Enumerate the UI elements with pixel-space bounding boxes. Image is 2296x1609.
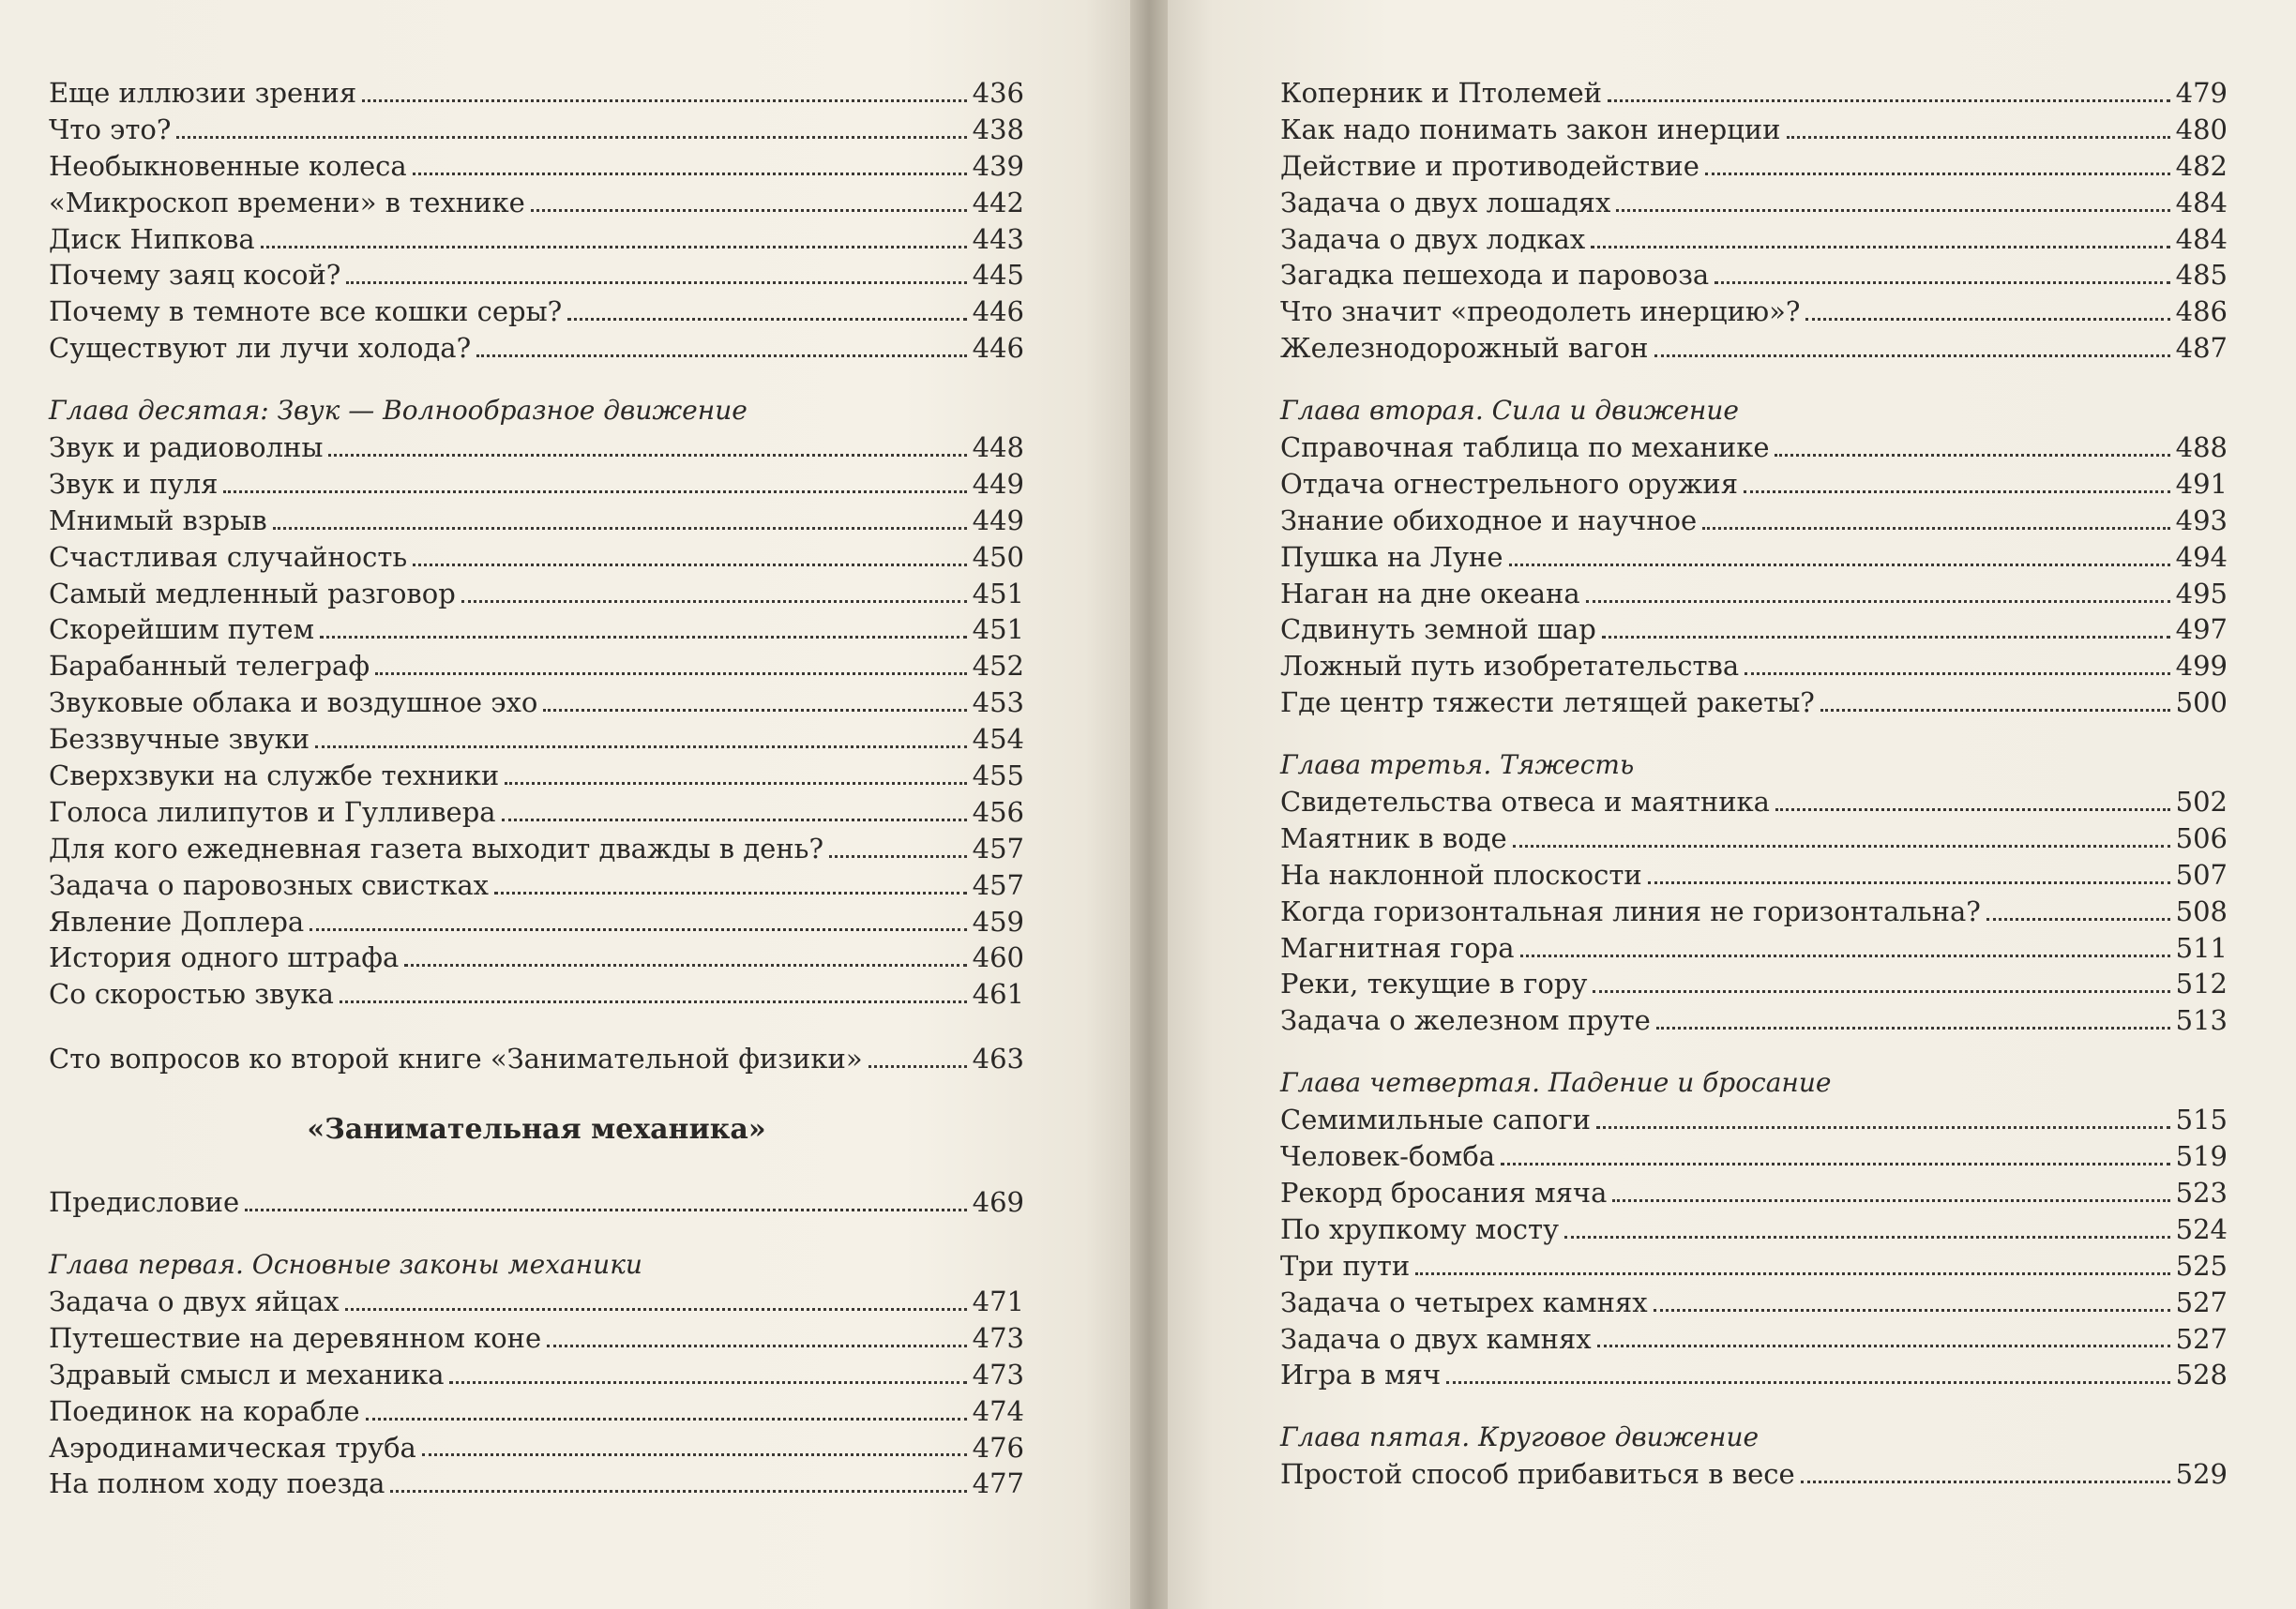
toc-entry-page-number: 486 — [2175, 295, 2228, 328]
dot-leader — [1805, 318, 2169, 321]
right-toc-column — [1280, 75, 2228, 1493]
toc-entry — [49, 112, 1024, 148]
toc-entry-title: Человек-бомба — [1280, 1140, 1496, 1173]
toc-entry — [49, 976, 1024, 1013]
toc-group — [49, 1041, 1024, 1077]
toc-entry-page-number: 487 — [2175, 332, 2228, 365]
toc-entry — [1280, 1138, 2228, 1175]
toc-entry — [1280, 894, 2228, 930]
toc-entry-title: Ложный путь изобретательства — [1280, 650, 1740, 683]
toc-entry — [49, 940, 1024, 976]
toc-entry-title: Наган на дне океана — [1280, 577, 1580, 609]
dot-leader — [1745, 672, 2169, 675]
dot-leader — [1616, 209, 2169, 212]
toc-entry-title: Здравый смысл и механика — [49, 1358, 445, 1391]
toc-entry-title: История одного штрафа — [49, 941, 400, 974]
toc-entry-page-number: 461 — [972, 978, 1024, 1011]
toc-group — [49, 1284, 1024, 1502]
toc-entry-title: На наклонной плоскости — [1280, 858, 1642, 891]
dot-leader — [413, 173, 967, 175]
dot-leader — [366, 1418, 967, 1421]
toc-entry — [49, 1041, 1024, 1077]
toc-entry — [1280, 293, 2228, 330]
toc-entry — [49, 1320, 1024, 1357]
dot-leader — [261, 246, 967, 248]
toc-entry-title: Поединок на корабле — [49, 1394, 360, 1427]
toc-entry — [1280, 684, 2228, 721]
toc-entry-title: Самый медленный разговор — [49, 577, 456, 609]
toc-entry — [1280, 1456, 2228, 1493]
toc-entry — [49, 1357, 1024, 1393]
toc-entry — [49, 1430, 1024, 1466]
toc-entry-page-number: 527 — [2175, 1322, 2228, 1355]
toc-entry-title: Сверхзвуки на службе техники — [49, 759, 500, 792]
toc-entry-title: Семимильные сапоги — [1280, 1104, 1591, 1136]
toc-entry-title: Звуковые облака и воздушное эхо — [49, 686, 538, 719]
toc-entry-title: Путешествие на деревянном коне — [49, 1321, 542, 1354]
toc-entry-page-number: 500 — [2175, 686, 2228, 719]
toc-entry-page-number: 446 — [972, 295, 1024, 328]
dot-leader — [1612, 1199, 2169, 1202]
toc-group — [49, 75, 1024, 367]
dot-leader — [390, 1490, 966, 1493]
toc-entry-title: Знание обиходное и научное — [1280, 504, 1698, 536]
toc-entry-page-number: 457 — [972, 868, 1024, 901]
dot-leader — [1446, 1381, 2170, 1384]
toc-entry — [1280, 648, 2228, 684]
dot-leader — [1775, 808, 2170, 811]
toc-entry-title: Рекорд бросания мяча — [1280, 1176, 1608, 1209]
dot-leader — [362, 99, 967, 102]
dot-leader — [494, 892, 967, 895]
toc-entry — [49, 221, 1024, 258]
dot-leader — [1705, 173, 2170, 175]
dot-leader — [1591, 246, 2169, 248]
toc-entry-page-number: 515 — [2175, 1104, 2228, 1136]
chapter-heading: Глава вторая. Сила и движение — [1280, 395, 1739, 427]
toc-entry — [1280, 330, 2228, 367]
toc-entry — [49, 429, 1024, 466]
toc-entry — [49, 148, 1024, 185]
toc-group — [1280, 1102, 2228, 1393]
toc-entry — [49, 611, 1024, 648]
dot-leader — [1787, 136, 2170, 139]
toc-entry-page-number: 459 — [972, 905, 1024, 938]
toc-entry-title: По хрупкому мосту — [1280, 1212, 1560, 1245]
toc-entry — [1280, 257, 2228, 293]
toc-entry-page-number: 450 — [972, 540, 1024, 573]
chapter-heading: Глава пятая. Круговое движение — [1280, 1421, 1760, 1453]
toc-entry-page-number: 443 — [972, 222, 1024, 255]
toc-entry-title: Звук и радиоволны — [49, 431, 324, 464]
toc-entry-title: Скорейшим путем — [49, 613, 315, 646]
toc-entry-page-number: 507 — [2175, 858, 2228, 891]
toc-entry-page-number: 519 — [2175, 1140, 2228, 1173]
toc-entry — [49, 794, 1024, 831]
book-gutter — [1130, 0, 1168, 1609]
toc-entry-page-number: 502 — [2175, 786, 2228, 819]
dot-leader — [340, 1000, 967, 1003]
toc-entry-title: Задача о четырех камнях — [1280, 1286, 1648, 1318]
toc-entry-page-number: 473 — [972, 1358, 1024, 1391]
toc-entry-page-number: 482 — [2175, 149, 2228, 182]
dot-leader — [1415, 1272, 2169, 1275]
toc-entry-title: Задача о двух камнях — [1280, 1322, 1592, 1355]
toc-entry-title: Простой способ прибавиться в весе — [1280, 1458, 1795, 1491]
toc-entry-title: Когда горизонтальная линия не горизонтальна? — [1280, 895, 1981, 927]
toc-entry-page-number: 449 — [972, 504, 1024, 536]
toc-entry-title: Еще иллюзии зрения — [49, 77, 357, 109]
toc-entry-page-number: 456 — [972, 795, 1024, 828]
dot-leader — [176, 136, 966, 139]
dot-leader — [505, 782, 966, 785]
toc-entry-page-number: 455 — [972, 759, 1024, 792]
toc-entry — [49, 293, 1024, 330]
spacer — [49, 1013, 1024, 1041]
toc-entry-title: Железнодорожный вагон — [1280, 332, 1649, 365]
toc-entry-title: Голоса лилипутов и Гулливера — [49, 795, 496, 828]
toc-entry-page-number: 493 — [2175, 504, 2228, 536]
toc-entry-page-number: 473 — [972, 1321, 1024, 1354]
toc-entry — [49, 1466, 1024, 1502]
toc-entry-page-number: 512 — [2175, 968, 2228, 1000]
toc-entry-page-number: 471 — [972, 1285, 1024, 1317]
dot-leader — [1648, 881, 2170, 884]
dot-leader — [320, 636, 967, 639]
toc-entry-title: Что это? — [49, 113, 172, 145]
toc-entry-title: Со скоростью звука — [49, 978, 334, 1011]
dot-leader — [375, 672, 967, 675]
toc-entry-page-number: 463 — [972, 1043, 1024, 1075]
toc-entry-page-number: 488 — [2175, 431, 2228, 464]
dot-leader — [461, 600, 967, 603]
toc-entry-title: На полном ходу поезда — [49, 1467, 385, 1500]
toc-entry-page-number: 479 — [2175, 77, 2228, 109]
toc-entry-page-number: 480 — [2175, 113, 2228, 145]
toc-entry — [49, 330, 1024, 367]
toc-entry-title: Задача о двух лодках — [1280, 222, 1586, 255]
toc-entry-page-number: 525 — [2175, 1249, 2228, 1282]
dot-leader — [1564, 1236, 2170, 1239]
toc-entry-title: Мнимый взрыв — [49, 504, 267, 536]
toc-entry-title: Почему заяц косой? — [49, 259, 341, 292]
toc-entry-title: Три пути — [1280, 1249, 1411, 1282]
dot-leader — [1744, 490, 2170, 493]
toc-entry-title: Реки, текущие в гору — [1280, 968, 1588, 1000]
toc-entry-title: Задача о паровозных свистках — [49, 868, 490, 901]
toc-entry-page-number: 460 — [972, 941, 1024, 974]
toc-entry — [49, 758, 1024, 794]
dot-leader — [273, 527, 967, 530]
dot-leader — [1602, 636, 2170, 639]
toc-entry — [49, 867, 1024, 904]
toc-entry-page-number: 484 — [2175, 186, 2228, 218]
toc-entry-title: Отдача огнестрельного оружия — [1280, 467, 1739, 500]
toc-entry-title: Аэродинамическая труба — [49, 1431, 416, 1464]
right-page — [1168, 0, 2296, 1609]
toc-entry-page-number: 439 — [972, 149, 1024, 182]
dot-leader — [1801, 1481, 2170, 1483]
left-toc-column — [49, 75, 1024, 1502]
dot-leader — [1654, 1309, 2170, 1312]
toc-entry-title: Загадка пешехода и паровоза — [1280, 259, 1710, 292]
toc-entry-page-number: 474 — [972, 1394, 1024, 1427]
toc-entry — [1280, 820, 2228, 857]
dot-leader — [310, 928, 966, 931]
chapter-heading: Глава четвертая. Падение и бросание — [1280, 1067, 1832, 1099]
dot-leader — [1586, 600, 2170, 603]
dot-leader — [829, 855, 967, 858]
toc-entry — [49, 503, 1024, 539]
toc-entry-page-number: 529 — [2175, 1458, 2228, 1491]
toc-entry-title: Для кого ежедневная газета выходит дважды в день? — [49, 832, 823, 865]
toc-entry-page-number: 438 — [972, 113, 1024, 145]
toc-entry — [1280, 539, 2228, 576]
toc-entry-page-number: 497 — [2175, 613, 2228, 646]
toc-entry-title: Игра в мяч — [1280, 1359, 1442, 1391]
toc-entry-page-number: 523 — [2175, 1176, 2228, 1209]
toc-entry-title: Сто вопросов ко второй книге «Занимательной физики» — [49, 1043, 863, 1075]
toc-entry — [49, 1284, 1024, 1320]
toc-entry-page-number: 469 — [972, 1186, 1024, 1219]
toc-entry-title: Справочная таблица по механике — [1280, 431, 1770, 464]
toc-entry — [1280, 576, 2228, 612]
toc-entry-page-number: 477 — [972, 1467, 1024, 1500]
book-section-title: «Занимательная механика» — [307, 1113, 766, 1147]
toc-entry-page-number: 445 — [972, 259, 1024, 292]
toc-entry-page-number: 499 — [2175, 650, 2228, 683]
toc-entry-page-number: 442 — [972, 186, 1024, 218]
toc-entry-page-number: 513 — [2175, 1004, 2228, 1037]
toc-entry-title: Барабанный телеграф — [49, 650, 370, 683]
dot-leader — [1775, 454, 2169, 457]
dot-leader — [1501, 1163, 2170, 1165]
dot-leader — [543, 709, 966, 712]
dot-leader — [1986, 918, 2170, 921]
toc-entry-title: Беззвучные звуки — [49, 723, 310, 756]
chapter-heading: Глава десятая: Звук — Волнообразное движение — [49, 395, 748, 427]
dot-leader — [223, 490, 966, 493]
toc-entry-title: Задача о железном пруте — [1280, 1004, 1651, 1037]
toc-entry-page-number: 448 — [972, 431, 1024, 464]
toc-entry-page-number: 484 — [2175, 222, 2228, 255]
toc-entry-page-number: 506 — [2175, 821, 2228, 854]
toc-entry-page-number: 524 — [2175, 1212, 2228, 1245]
toc-entry — [1280, 611, 2228, 648]
toc-entry — [1280, 1211, 2228, 1248]
toc-entry — [1280, 1175, 2228, 1211]
toc-entry — [1280, 221, 2228, 258]
dot-leader — [422, 1453, 967, 1456]
toc-entry — [49, 648, 1024, 684]
toc-entry — [1280, 1002, 2228, 1039]
toc-entry — [1280, 429, 2228, 466]
dot-leader — [1820, 709, 2170, 712]
toc-entry-title: Существуют ли лучи холода? — [49, 332, 472, 365]
dot-leader — [1702, 527, 2169, 530]
toc-entry — [49, 539, 1024, 576]
dot-leader — [346, 281, 966, 284]
toc-entry-page-number: 452 — [972, 650, 1024, 683]
dot-leader — [449, 1381, 966, 1384]
toc-entry — [49, 75, 1024, 112]
dot-leader — [1608, 99, 2170, 102]
toc-group — [1280, 429, 2228, 721]
toc-entry-title: Магнитная гора — [1280, 931, 1515, 964]
dot-leader — [1513, 845, 2170, 848]
dot-leader — [1714, 281, 2169, 284]
dot-leader — [1520, 955, 2170, 957]
toc-entry-page-number: 508 — [2175, 895, 2228, 927]
toc-entry — [1280, 1248, 2228, 1285]
toc-entry — [1280, 1285, 2228, 1321]
toc-entry-page-number: 454 — [972, 723, 1024, 756]
toc-group — [1280, 784, 2228, 1039]
toc-group — [49, 429, 1024, 1013]
toc-entry — [1280, 466, 2228, 503]
dot-leader — [1509, 564, 2170, 566]
toc-entry-page-number: 449 — [972, 467, 1024, 500]
toc-entry-title: Явление Доплера — [49, 905, 305, 938]
toc-group — [1280, 1456, 2228, 1493]
toc-entry — [49, 1393, 1024, 1430]
toc-entry-title: «Микроскоп времени» в технике — [49, 186, 525, 218]
toc-entry-page-number: 457 — [972, 832, 1024, 865]
toc-entry — [49, 576, 1024, 612]
dot-leader — [345, 1308, 967, 1311]
chapter-heading: Глава первая. Основные законы механики — [49, 1249, 642, 1281]
dot-leader — [531, 209, 967, 212]
toc-entry — [49, 684, 1024, 721]
toc-entry-title: Счастливая случайность — [49, 540, 408, 573]
toc-entry — [1280, 966, 2228, 1002]
toc-entry — [1280, 1102, 2228, 1138]
toc-entry-title: Как надо понимать закон инерции — [1280, 113, 1781, 145]
toc-group — [1280, 75, 2228, 367]
dot-leader — [404, 964, 966, 967]
toc-entry — [49, 831, 1024, 867]
toc-entry-title: Свидетельства отвеса и маятника — [1280, 786, 1770, 819]
dot-leader — [869, 1065, 967, 1068]
dot-leader — [476, 354, 967, 357]
toc-entry-title: Действие и противодействие — [1280, 149, 1699, 182]
toc-entry-title: Пушка на Луне — [1280, 540, 1503, 573]
toc-entry-page-number: 527 — [2175, 1286, 2228, 1318]
toc-entry-title: Где центр тяжести летящей ракеты? — [1280, 686, 1815, 719]
toc-entry-page-number: 476 — [972, 1431, 1024, 1464]
toc-entry — [49, 466, 1024, 503]
toc-entry-page-number: 495 — [2175, 577, 2228, 609]
dot-leader — [413, 564, 966, 566]
dot-leader — [1656, 1027, 2170, 1030]
dot-leader — [567, 318, 966, 321]
toc-entry-page-number: 446 — [972, 332, 1024, 365]
toc-entry — [49, 1184, 1024, 1221]
toc-entry — [49, 904, 1024, 940]
dot-leader — [547, 1345, 966, 1347]
chapter-heading: Глава третья. Тяжесть — [1280, 749, 1635, 781]
dot-leader — [328, 454, 966, 457]
toc-group — [49, 1184, 1024, 1221]
toc-entry — [1280, 857, 2228, 894]
toc-entry — [1280, 784, 2228, 820]
toc-entry-title: Коперник и Птолемей — [1280, 77, 1602, 109]
left-page — [0, 0, 1130, 1609]
dot-leader — [1596, 1126, 2170, 1129]
toc-entry-page-number: 451 — [972, 577, 1024, 609]
toc-entry — [49, 185, 1024, 221]
toc-entry-page-number: 491 — [2175, 467, 2228, 500]
toc-entry-title: Сдвинуть земной шар — [1280, 613, 1596, 646]
toc-entry — [49, 257, 1024, 293]
dot-leader — [1593, 990, 2169, 993]
toc-entry-title: Звук и пуля — [49, 467, 219, 500]
toc-entry-page-number: 528 — [2175, 1359, 2228, 1391]
toc-entry-page-number: 451 — [972, 613, 1024, 646]
toc-entry-title: Почему в темноте все кошки серы? — [49, 295, 563, 328]
dot-leader — [502, 819, 967, 821]
dot-leader — [315, 745, 967, 748]
toc-entry — [1280, 503, 2228, 539]
dot-leader — [1654, 354, 2170, 357]
toc-entry-page-number: 494 — [2175, 540, 2228, 573]
toc-entry — [1280, 1357, 2228, 1393]
toc-entry — [1280, 1321, 2228, 1358]
dot-leader — [1597, 1345, 2170, 1347]
toc-entry — [1280, 930, 2228, 967]
toc-entry-page-number: 485 — [2175, 259, 2228, 292]
toc-entry-page-number: 453 — [972, 686, 1024, 719]
toc-entry-title: Предисловие — [49, 1186, 240, 1219]
toc-entry-title: Диск Нипкова — [49, 222, 255, 255]
toc-entry — [1280, 185, 2228, 221]
toc-entry — [49, 721, 1024, 758]
dot-leader — [245, 1209, 966, 1211]
toc-entry-title: Маятник в воде — [1280, 821, 1507, 854]
toc-entry — [1280, 148, 2228, 185]
toc-entry-page-number: 436 — [972, 77, 1024, 109]
toc-entry-title: Задача о двух лошадях — [1280, 186, 1611, 218]
toc-entry-title: Что значит «преодолеть инерцию»? — [1280, 295, 1801, 328]
toc-entry-title: Задача о двух яйцах — [49, 1285, 340, 1317]
toc-entry — [1280, 112, 2228, 148]
toc-entry-page-number: 511 — [2175, 931, 2228, 964]
toc-entry-title: Необыкновенные колеса — [49, 149, 407, 182]
toc-entry — [1280, 75, 2228, 112]
